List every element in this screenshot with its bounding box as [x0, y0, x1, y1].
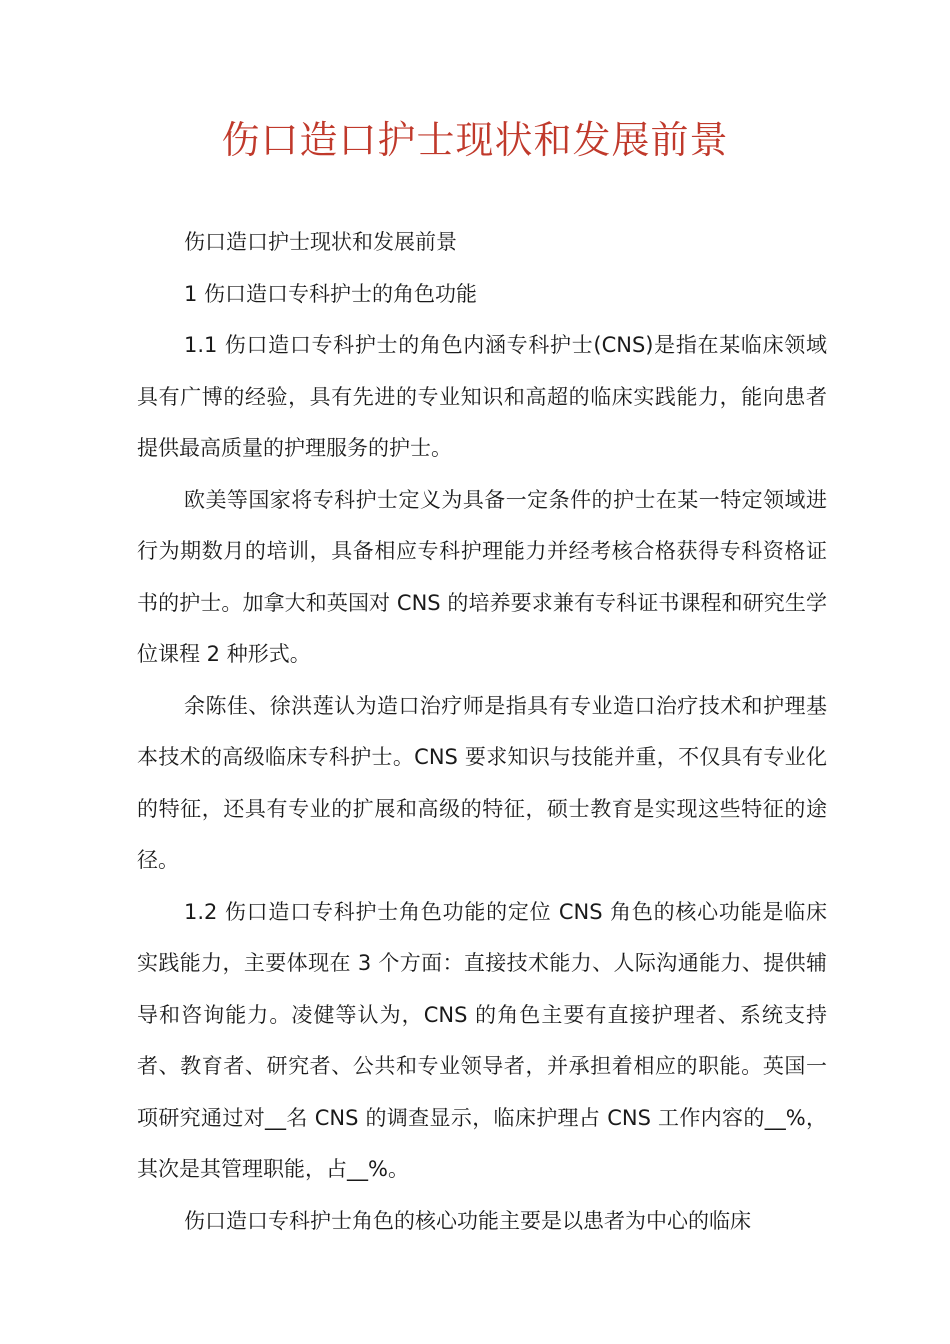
section-heading-1: 1 伤口造口专科护士的角色功能 [184, 281, 478, 306]
document-title: 伤口造口护士现状和发展前景 [221, 118, 729, 162]
paragraph-cns-definition: 欧美等国家将专科护士定义为具备一定条件的护士在某一特定领域进行为期数月的培训，具备相应专科护理能力并经考核合格获得专科资格证书的护士。加拿大和英国对 CNS 的培养要求兼有专科证书课程和研究生学位课程 2 种形式。 [137, 487, 827, 666]
paragraph-1-1: 1.1 伤口造口专科护士的角色内涵专科护士(CNS)是指在某临床领域具有广博的经验，具有先进的专业知识和高超的临床实践能力，能向患者提供最高质量的护理服务的护士。 [137, 333, 827, 460]
paragraph-stoma-therapist: 余陈佳、徐洪莲认为造口治疗师是指具有专业造口治疗技术和护理基本技术的高级临床专科护士。CNS 要求知识与技能并重，不仅具有专业化的特征，还具有专业的扩展和高级的特征，硕士教育是实现这些特征的途径。 [137, 693, 827, 872]
document-body [137, 217, 827, 1247]
paragraph-subtitle: 伤口造口护士现状和发展前景 [184, 230, 457, 254]
paragraph-core-function: 伤口造口专科护士角色的核心功能主要是以患者为中心的临床 [184, 1208, 751, 1233]
paragraph-1-2: 1.2 伤口造口专科护士角色功能的定位 CNS 角色的核心功能是临床实践能力，主要体现在 3 个方面：直接技术能力、人际沟通能力、提供辅导和咨询能力。凌健等认为，CNS 的角色主要有直接护理者、系统支持者、教育者、研究者、公共和专业领导者，并承担着相应的职能。英国一项研究通过对__名 CNS 的调查显示，临床护理占 CNS 工作内容的__%，其次是其管理职能，占__%。 [137, 899, 827, 1181]
